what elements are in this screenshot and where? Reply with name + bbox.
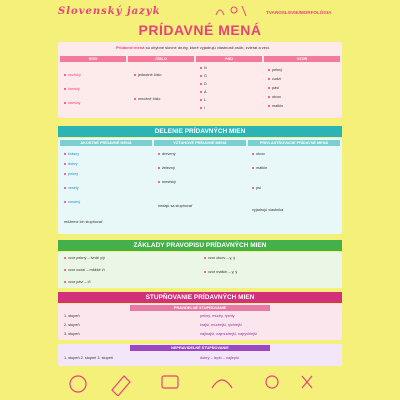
list-item: dobrý <box>64 162 78 166</box>
list-item: matkin <box>268 104 283 108</box>
col-vztahove: VZŤAHOVÉ PRÍDAVNÉ MENÁ <box>154 140 246 146</box>
list-item: drevený <box>158 152 176 156</box>
subtitle: PRAVIDELNÉ STUPŇOVANIE <box>130 305 270 311</box>
grade-examples: krajší, múdrejší, rýchlejší <box>200 323 242 327</box>
list-item: mužský <box>64 73 81 77</box>
brand-title: Slovenský jazyk <box>58 6 161 17</box>
list-item: mestský <box>158 180 176 184</box>
topic-label: TVAROSLOVIE/MORFOLÓGIA <box>266 10 332 15</box>
note: nedajú sa stupňovať <box>158 204 193 208</box>
grade-label: 1. stupeň <box>64 314 80 318</box>
subtitle2: NEPRAVIDELNÉ STUPŇOVANIE <box>130 345 270 351</box>
list-item: D <box>200 82 207 86</box>
list-item: A <box>200 90 207 94</box>
grade-label: 2. stupeň <box>64 323 80 327</box>
list-item: G <box>200 74 207 78</box>
irregular-examples: dobrý – lepší – najlepší <box>200 356 240 360</box>
col-vzor: VZOR <box>264 56 340 62</box>
list-item: vzor páví – i/í <box>64 280 91 284</box>
definition: Prídavné mená sú ohybné slovné druhy, ktoré vyjadrujú vlastnosti osôb, zvierat a vecí. <box>116 45 271 50</box>
col-cislo: ČÍSLO <box>128 56 194 62</box>
note: vyjadrujú vlastníka <box>252 208 284 212</box>
section-stupnovanie: STUPŇOVANIE PRÍDAVNÝCH MIEN <box>58 292 342 303</box>
list-item: otcov <box>268 95 281 99</box>
col-rod: ROD <box>60 56 126 62</box>
list-item: psí <box>252 186 261 190</box>
doodles-icon <box>62 370 338 396</box>
list-item: železný <box>158 166 175 170</box>
list-item: pekný <box>64 172 78 176</box>
list-item: množné číslo <box>134 97 160 101</box>
list-item: pekný <box>268 68 282 72</box>
list-item: veselý <box>64 186 79 190</box>
list-item: vzor cudzí – mäkké i/í <box>64 268 105 272</box>
col-privlastnovacie: PRIVLASTŇOVACIE PRÍDAVNÉ MENÁ <box>248 140 340 146</box>
list-item: smutný <box>64 200 80 204</box>
list-item: ženský <box>64 87 80 91</box>
note: môžeme ich stupňovať <box>64 220 103 224</box>
grade-examples: najkrajší, najmúdrejší, najrýchlejší <box>200 332 257 336</box>
list-item: krásny <box>64 152 79 156</box>
list-item: jednotné číslo <box>134 73 161 77</box>
list-item: vzor matkin – y, ý <box>204 270 237 274</box>
grade-label: 3. stupeň <box>64 332 80 336</box>
col-akostne: AKOSTNÉ PRÍDAVNÉ MENÁ <box>60 140 152 146</box>
list-item: vzor pekný – tvrdé y/ý <box>64 256 105 260</box>
list-item: N <box>200 66 207 70</box>
list-item: L <box>200 98 206 102</box>
list-item: I <box>200 106 205 110</box>
list-item: stredný <box>64 101 80 105</box>
section-pravopis: ZÁKLADY PRAVOPISU PRÍDAVNÝCH MIEN <box>58 240 342 251</box>
list-item: cudzí <box>268 77 281 81</box>
grade-examples: pekný, múdry, rýchly <box>200 314 235 318</box>
col-pad: PÁD <box>196 56 262 62</box>
section-delenie: DELENIE PRÍDAVNÝCH MIEN <box>58 126 342 137</box>
list-item: páví <box>268 86 279 90</box>
irregular-labels: 1. stupeň 2. stupeň 3. stupeň <box>64 356 113 360</box>
list-item: vzor otcov – y, ý <box>204 256 235 260</box>
page-title: PRÍDAVNÉ MENÁ <box>138 22 262 38</box>
doodle-icon <box>212 3 252 19</box>
list-item: matkin <box>252 166 267 170</box>
list-item: otcov <box>252 152 265 156</box>
